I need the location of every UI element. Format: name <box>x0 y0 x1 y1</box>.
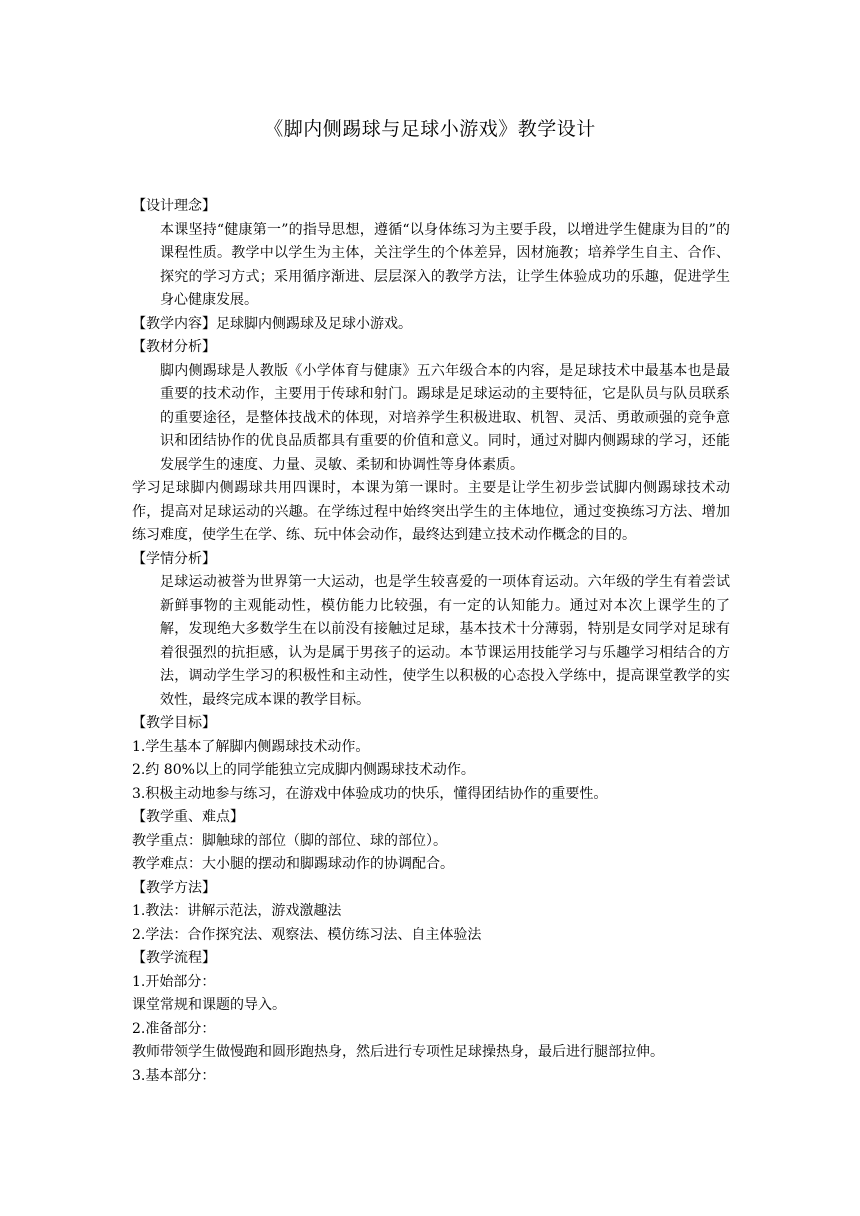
process-item: 2.准备部分： <box>132 1020 216 1037</box>
design-concept-paragraph: 本课坚持“健康第一”的指导思想，遵循“以身体练习为主要手段，以增进学生健康为目的”的课程性质。教学中以学生为主体，关注学生的个体差异，因材施教；培养学生自主、合作、探究的学习方式；采用循序渐进、层层深入的教学方法，让学生体验成功的乐趣，促进学生身心健康发展。 <box>160 221 730 308</box>
key-point-item: 教学重点：脚触球的部位（脚的部位、球的部位）。 <box>132 832 447 849</box>
section-heading-student-analysis: 【学情分析】 <box>132 550 216 567</box>
process-item: 3.基本部分： <box>132 1067 216 1084</box>
document-title: 《脚内侧踢球与足球小游戏》教学设计 <box>264 118 596 140</box>
teaching-content-line: 【教学内容】足球脚内侧踢球及足球小游戏。 <box>132 315 412 332</box>
section-heading-design-concept: 【设计理念】 <box>132 198 216 214</box>
section-heading-objectives: 【教学目标】 <box>132 715 216 731</box>
objective-item: 3.积极主动地参与练习，在游戏中体验成功的快乐，懂得团结协作的重要性。 <box>132 785 608 802</box>
document-body <box>132 195 730 1088</box>
section-heading-process: 【教学流程】 <box>132 950 216 966</box>
section-heading-key-points: 【教学重、难点】 <box>132 809 244 825</box>
process-item: 课堂常规和课题的导入。 <box>132 997 286 1013</box>
method-item: 2.学法：合作探究法、观察法、模仿练习法、自主体验法 <box>132 926 482 943</box>
objective-item: 2.约 80%以上的同学能独立完成脚内侧踢球技术动作。 <box>132 762 475 778</box>
material-analysis-paragraph-1: 脚内侧踢球是人教版《小学体育与健康》五六年级合本的内容，是足球技术中最基本也是最重要的技术动作，主要用于传球和射门。踢球是足球运动的主要特征，它是队员与队员联系的重要途径，是整体技战术的体现，对培养学生积极进取、机智、灵活、勇敢顽强的竞争意识和团结协作的优良品质都具有重要的价值和意义。同时，通过对脚内侧踢球的学习，还能发展学生的速度、力量、灵敏、柔韧和协调性等身体素质。 <box>160 362 730 473</box>
objective-item: 1.学生基本了解脚内侧踢球技术动作。 <box>132 738 370 755</box>
key-point-item: 教学难点：大小腿的摆动和脚踢球动作的协调配合。 <box>132 856 454 872</box>
process-item: 1.开始部分： <box>132 973 216 990</box>
material-analysis-paragraph-2: 学习足球脚内侧踢球共用四课时，本课为第一课时。主要是让学生初步尝试脚内侧踢球技术动作，提高对足球运动的兴趣。在学练过程中始终突出学生的主体地位，通过变换练习方法、增加练习难度，使学生在学、练、玩中体会动作，最终达到建立技术动作概念的目的。 <box>132 480 730 543</box>
method-item: 1.教法：讲解示范法，游戏激趣法 <box>132 903 342 919</box>
section-heading-methods: 【教学方法】 <box>132 879 216 896</box>
student-analysis-paragraph: 足球运动被誉为世界第一大运动，也是学生较喜爱的一项体育运动。六年级的学生有着尝试新鲜事物的主观能动性，模仿能力比较强，有一定的认知能力。通过对本次上课学生的了解，发现绝大多数学生在以前没有接触过足球，基本技术十分薄弱，特别是女同学对足球有着很强烈的抗拒感，认为是属于男孩子的运动。本节课运用技能学习与乐趣学习相结合的方法，调动学生学习的积极性和主动性，使学生以积极的心态投入学练中，提高课堂教学的实效性，最终完成本课的教学目标。 <box>160 574 730 708</box>
process-item: 教师带领学生做慢跑和圆形跑热身，然后进行专项性足球操热身，最后进行腿部拉伸。 <box>132 1044 664 1060</box>
section-heading-material-analysis: 【教材分析】 <box>132 339 216 355</box>
